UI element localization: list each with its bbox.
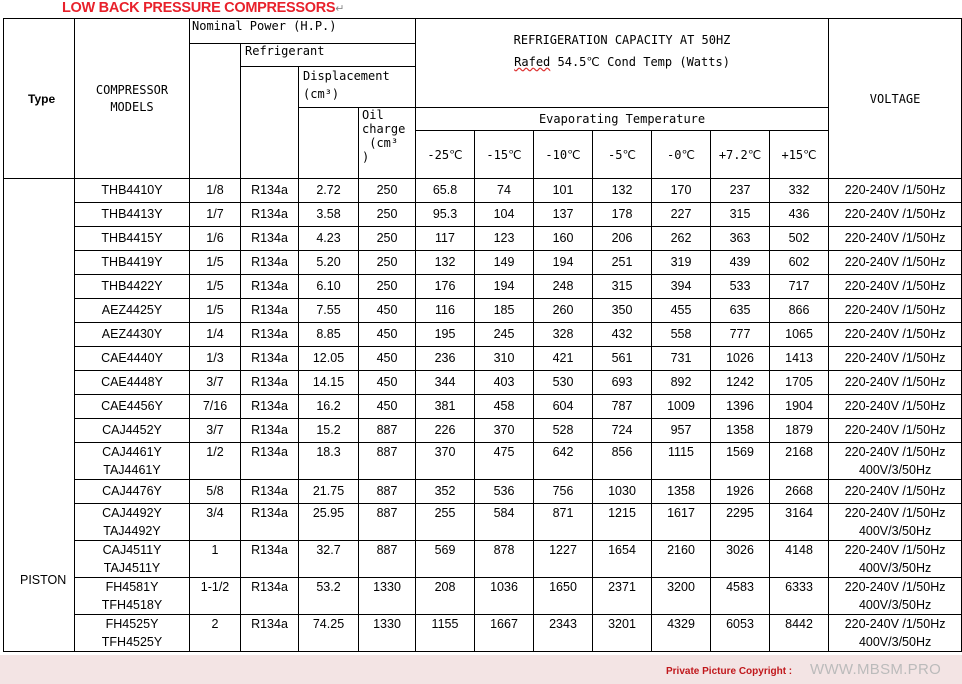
displacement-cell: 2.72 (299, 179, 359, 203)
table-row (4, 395, 962, 419)
model-cell: FH4525Y TFH4525Y (75, 615, 190, 652)
displacement-cell: 15.2 (299, 419, 359, 443)
refrigerant-cell: R134a (241, 227, 299, 251)
capacity-cell: 2160 (652, 541, 711, 578)
hp-cell: 3/7 (190, 371, 241, 395)
capacity-cell: 558 (652, 323, 711, 347)
oil-charge-cell: 1330 (359, 615, 416, 652)
refrigerant-cell: R134a (241, 347, 299, 371)
table-row (4, 347, 962, 371)
header-compressor-models: COMPRESSOR MODELS (75, 19, 190, 179)
refrigerant-cell: R134a (241, 443, 299, 480)
capacity-cell: 530 (534, 371, 593, 395)
voltage-cell: 220-240V /1/50Hz 400V/3/50Hz (829, 541, 962, 578)
capacity-cell: 370 (475, 419, 534, 443)
capacity-cell: 315 (593, 275, 652, 299)
displacement-cell: 3.58 (299, 203, 359, 227)
capacity-cell: 1650 (534, 578, 593, 615)
capacity-cell: 6333 (770, 578, 829, 615)
oil-charge-cell: 450 (359, 347, 416, 371)
header-temp-5: +7.2℃ (711, 131, 770, 179)
capacity-cell: 310 (475, 347, 534, 371)
oil-charge-cell: 887 (359, 504, 416, 541)
copyright-footer (0, 655, 962, 684)
voltage-cell: 220-240V /1/50Hz 400V/3/50Hz (829, 443, 962, 480)
capacity-cell: 3026 (711, 541, 770, 578)
capacity-cell: 117 (416, 227, 475, 251)
refrigerant-cell: R134a (241, 179, 299, 203)
capacity-cell: 1215 (593, 504, 652, 541)
model-cell: THB4422Y (75, 275, 190, 299)
refrigerant-cell: R134a (241, 371, 299, 395)
capacity-cell: 251 (593, 251, 652, 275)
capacity-cell: 237 (711, 179, 770, 203)
capacity-cell: 458 (475, 395, 534, 419)
hp-cell: 1/5 (190, 299, 241, 323)
capacity-cell: 635 (711, 299, 770, 323)
capacity-cell: 455 (652, 299, 711, 323)
capacity-cell: 1654 (593, 541, 652, 578)
capacity-cell: 370 (416, 443, 475, 480)
capacity-cell: 1358 (711, 419, 770, 443)
voltage-cell: 220-240V /1/50Hz (829, 323, 962, 347)
displacement-cell: 7.55 (299, 299, 359, 323)
displacement-cell: 74.25 (299, 615, 359, 652)
capacity-cell: 3164 (770, 504, 829, 541)
capacity-cell: 350 (593, 299, 652, 323)
displacement-cell: 8.85 (299, 323, 359, 347)
hp-cell: 1/6 (190, 227, 241, 251)
model-cell: CAJ4461Y TAJ4461Y (75, 443, 190, 480)
model-cell: THB4410Y (75, 179, 190, 203)
capacity-cell: 717 (770, 275, 829, 299)
voltage-cell: 220-240V /1/50Hz 400V/3/50Hz (829, 578, 962, 615)
capacity-cell: 1926 (711, 480, 770, 504)
hp-cell: 5/8 (190, 480, 241, 504)
capacity-cell: 116 (416, 299, 475, 323)
capacity-cell: 236 (416, 347, 475, 371)
capacity-cell: 328 (534, 323, 593, 347)
header-nominal-power-tail (359, 19, 416, 44)
refrigerant-cell: R134a (241, 541, 299, 578)
header-temp-0: -25℃ (416, 131, 475, 179)
model-cell: CAE4456Y (75, 395, 190, 419)
displacement-cell: 5.20 (299, 251, 359, 275)
refrigerant-cell: R134a (241, 299, 299, 323)
capacity-cell: 1009 (652, 395, 711, 419)
capacity-cell: 892 (652, 371, 711, 395)
capacity-cell: 260 (534, 299, 593, 323)
model-cell: AEZ4425Y (75, 299, 190, 323)
oil-charge-cell: 1330 (359, 578, 416, 615)
capacity-cell: 866 (770, 299, 829, 323)
capacity-cell: 1227 (534, 541, 593, 578)
capacity-cell: 4148 (770, 541, 829, 578)
oil-charge-cell: 250 (359, 227, 416, 251)
capacity-cell: 248 (534, 275, 593, 299)
oil-charge-cell: 250 (359, 251, 416, 275)
capacity-cell: 149 (475, 251, 534, 275)
capacity-cell: 4583 (711, 578, 770, 615)
table-row (4, 480, 962, 504)
capacity-cell: 642 (534, 443, 593, 480)
table-row (4, 578, 962, 615)
document-title: LOW BACK PRESSURE COMPRESSORS↵ (62, 0, 345, 16)
capacity-cell: 123 (475, 227, 534, 251)
hp-cell: 1/2 (190, 443, 241, 480)
capacity-cell: 1617 (652, 504, 711, 541)
capacity-cell: 439 (711, 251, 770, 275)
capacity-cell: 528 (534, 419, 593, 443)
capacity-cell: 6053 (711, 615, 770, 652)
capacity-cell: 1155 (416, 615, 475, 652)
displacement-cell: 18.3 (299, 443, 359, 480)
model-cell: CAE4440Y (75, 347, 190, 371)
table-row (4, 251, 962, 275)
header-temp-1: -15℃ (475, 131, 534, 179)
type-piston: PISTON (4, 179, 75, 652)
voltage-cell: 220-240V /1/50Hz (829, 227, 962, 251)
capacity-cell: 208 (416, 578, 475, 615)
refrigerant-cell: R134a (241, 251, 299, 275)
capacity-cell: 1879 (770, 419, 829, 443)
model-cell: THB4415Y (75, 227, 190, 251)
model-cell: CAJ4492Y TAJ4492Y (75, 504, 190, 541)
hp-cell: 1-1/2 (190, 578, 241, 615)
capacity-cell: 569 (416, 541, 475, 578)
capacity-cell: 160 (534, 227, 593, 251)
capacity-cell: 344 (416, 371, 475, 395)
capacity-cell: 777 (711, 323, 770, 347)
displacement-cell: 21.75 (299, 480, 359, 504)
capacity-cell: 787 (593, 395, 652, 419)
refrigerant-cell: R134a (241, 395, 299, 419)
voltage-cell: 220-240V /1/50Hz (829, 419, 962, 443)
voltage-cell: 220-240V /1/50Hz (829, 251, 962, 275)
capacity-cell: 101 (534, 179, 593, 203)
capacity-cell: 1358 (652, 480, 711, 504)
capacity-cell: 332 (770, 179, 829, 203)
hp-cell: 3/7 (190, 419, 241, 443)
hp-cell: 1/5 (190, 275, 241, 299)
header-temp-6: +15℃ (770, 131, 829, 179)
capacity-cell: 561 (593, 347, 652, 371)
hp-cell: 1/4 (190, 323, 241, 347)
capacity-cell: 1396 (711, 395, 770, 419)
displacement-cell: 12.05 (299, 347, 359, 371)
capacity-cell: 2168 (770, 443, 829, 480)
hp-cell: 2 (190, 615, 241, 652)
displacement-cell: 16.2 (299, 395, 359, 419)
capacity-cell: 132 (593, 179, 652, 203)
displacement-cell: 6.10 (299, 275, 359, 299)
voltage-cell: 220-240V /1/50Hz 400V/3/50Hz (829, 615, 962, 652)
capacity-cell: 1030 (593, 480, 652, 504)
capacity-cell: 475 (475, 443, 534, 480)
capacity-cell: 352 (416, 480, 475, 504)
header-temp-4: -0℃ (652, 131, 711, 179)
refrigerant-cell: R134a (241, 578, 299, 615)
capacity-cell: 8442 (770, 615, 829, 652)
displacement-cell: 4.23 (299, 227, 359, 251)
capacity-cell: 137 (534, 203, 593, 227)
capacity-cell: 132 (416, 251, 475, 275)
voltage-cell: 220-240V /1/50Hz (829, 480, 962, 504)
voltage-cell: 220-240V /1/50Hz (829, 275, 962, 299)
header-oil-charge: Oil charge (cm³ ) (359, 108, 416, 179)
refrigerant-cell: R134a (241, 275, 299, 299)
capacity-cell: 1667 (475, 615, 534, 652)
capacity-cell: 403 (475, 371, 534, 395)
capacity-cell: 957 (652, 419, 711, 443)
capacity-cell: 381 (416, 395, 475, 419)
capacity-cell: 2668 (770, 480, 829, 504)
capacity-cell: 4329 (652, 615, 711, 652)
compressor-spec-table (3, 18, 962, 652)
capacity-cell: 1065 (770, 323, 829, 347)
table-row (4, 299, 962, 323)
hp-cell: 3/4 (190, 504, 241, 541)
hp-cell: 1/8 (190, 179, 241, 203)
copyright-label: Private Picture Copyright : (666, 666, 793, 677)
capacity-cell: 432 (593, 323, 652, 347)
copyright-url[interactable]: WWW.MBSM.PRO (810, 661, 942, 678)
table-row (4, 419, 962, 443)
table-row (4, 275, 962, 299)
capacity-cell: 315 (711, 203, 770, 227)
oil-charge-cell: 887 (359, 541, 416, 578)
capacity-cell: 262 (652, 227, 711, 251)
capacity-cell: 602 (770, 251, 829, 275)
capacity-cell: 856 (593, 443, 652, 480)
hp-cell: 1/7 (190, 203, 241, 227)
capacity-cell: 604 (534, 395, 593, 419)
capacity-cell: 1904 (770, 395, 829, 419)
model-cell: CAJ4511Y TAJ4511Y (75, 541, 190, 578)
capacity-cell: 226 (416, 419, 475, 443)
table-row (4, 371, 962, 395)
refrigerant-cell: R134a (241, 615, 299, 652)
table-row (4, 227, 962, 251)
capacity-cell: 1036 (475, 578, 534, 615)
capacity-cell: 1705 (770, 371, 829, 395)
voltage-cell: 220-240V /1/50Hz (829, 299, 962, 323)
capacity-cell: 170 (652, 179, 711, 203)
capacity-cell: 502 (770, 227, 829, 251)
capacity-cell: 255 (416, 504, 475, 541)
table-row (4, 443, 962, 480)
capacity-cell: 436 (770, 203, 829, 227)
capacity-cell: 178 (593, 203, 652, 227)
capacity-cell: 421 (534, 347, 593, 371)
table-row (4, 179, 962, 203)
model-cell: CAE4448Y (75, 371, 190, 395)
capacity-cell: 1242 (711, 371, 770, 395)
capacity-cell: 1413 (770, 347, 829, 371)
capacity-cell: 95.3 (416, 203, 475, 227)
refrigerant-cell: R134a (241, 480, 299, 504)
hp-cell: 1 (190, 541, 241, 578)
capacity-cell: 1026 (711, 347, 770, 371)
capacity-cell: 194 (534, 251, 593, 275)
header-hp-spacer (190, 44, 241, 179)
oil-charge-cell: 887 (359, 480, 416, 504)
oil-charge-cell: 887 (359, 443, 416, 480)
table-row (4, 615, 962, 652)
header-voltage: VOLTAGE (829, 19, 962, 179)
capacity-cell: 871 (534, 504, 593, 541)
model-cell: THB4413Y (75, 203, 190, 227)
displacement-cell: 32.7 (299, 541, 359, 578)
capacity-cell: 65.8 (416, 179, 475, 203)
voltage-cell: 220-240V /1/50Hz 400V/3/50Hz (829, 504, 962, 541)
capacity-cell: 731 (652, 347, 711, 371)
header-evaporating-temperature: Evaporating Temperature (416, 108, 829, 131)
header-displacement-spacer (299, 108, 359, 179)
hp-cell: 7/16 (190, 395, 241, 419)
voltage-cell: 220-240V /1/50Hz (829, 371, 962, 395)
capacity-cell: 104 (475, 203, 534, 227)
table-row (4, 504, 962, 541)
voltage-cell: 220-240V /1/50Hz (829, 395, 962, 419)
capacity-cell: 2371 (593, 578, 652, 615)
oil-charge-cell: 450 (359, 395, 416, 419)
capacity-cell: 584 (475, 504, 534, 541)
model-cell: AEZ4430Y (75, 323, 190, 347)
capacity-cell: 533 (711, 275, 770, 299)
capacity-cell: 693 (593, 371, 652, 395)
capacity-cell: 185 (475, 299, 534, 323)
header-refrigerant: Refrigerant (241, 44, 416, 67)
table-row (4, 541, 962, 578)
header-displacement: Displacement (cm³) (299, 67, 416, 108)
capacity-cell: 194 (475, 275, 534, 299)
model-cell: THB4419Y (75, 251, 190, 275)
header-rafed-word: Rafed (514, 55, 551, 69)
capacity-cell: 195 (416, 323, 475, 347)
capacity-cell: 363 (711, 227, 770, 251)
oil-charge-cell: 450 (359, 299, 416, 323)
capacity-cell: 756 (534, 480, 593, 504)
capacity-cell: 2295 (711, 504, 770, 541)
refrigerant-cell: R134a (241, 323, 299, 347)
capacity-cell: 878 (475, 541, 534, 578)
oil-charge-cell: 450 (359, 323, 416, 347)
capacity-cell: 536 (475, 480, 534, 504)
oil-charge-cell: 250 (359, 275, 416, 299)
capacity-cell: 227 (652, 203, 711, 227)
capacity-cell: 319 (652, 251, 711, 275)
voltage-cell: 220-240V /1/50Hz (829, 347, 962, 371)
oil-charge-cell: 250 (359, 203, 416, 227)
header-temp-2: -10℃ (534, 131, 593, 179)
header-type: Type (4, 19, 75, 179)
header-nominal-power: Nominal Power (H.P.) (190, 19, 359, 44)
hp-cell: 1/5 (190, 251, 241, 275)
capacity-cell: 245 (475, 323, 534, 347)
voltage-cell: 220-240V /1/50Hz (829, 203, 962, 227)
capacity-cell: 1115 (652, 443, 711, 480)
hp-cell: 1/3 (190, 347, 241, 371)
model-cell: CAJ4452Y (75, 419, 190, 443)
voltage-cell: 220-240V /1/50Hz (829, 179, 962, 203)
capacity-cell: 394 (652, 275, 711, 299)
oil-charge-cell: 250 (359, 179, 416, 203)
capacity-cell: 3201 (593, 615, 652, 652)
capacity-cell: 3200 (652, 578, 711, 615)
model-cell: CAJ4476Y (75, 480, 190, 504)
oil-charge-cell: 450 (359, 371, 416, 395)
capacity-cell: 206 (593, 227, 652, 251)
header-refrigeration-capacity: REFRIGERATION CAPACITY AT 50HZ Rafed 54.5℃ Cond Temp (Watts) (416, 19, 829, 108)
capacity-cell: 724 (593, 419, 652, 443)
displacement-cell: 53.2 (299, 578, 359, 615)
capacity-cell: 176 (416, 275, 475, 299)
header-refrigerant-spacer (241, 67, 299, 179)
table-row (4, 203, 962, 227)
table-row (4, 323, 962, 347)
displacement-cell: 25.95 (299, 504, 359, 541)
capacity-cell: 1569 (711, 443, 770, 480)
refrigerant-cell: R134a (241, 419, 299, 443)
refrigerant-cell: R134a (241, 504, 299, 541)
model-cell: FH4581Y TFH4518Y (75, 578, 190, 615)
oil-charge-cell: 887 (359, 419, 416, 443)
header-temp-3: -5℃ (593, 131, 652, 179)
capacity-cell: 2343 (534, 615, 593, 652)
capacity-cell: 74 (475, 179, 534, 203)
displacement-cell: 14.15 (299, 371, 359, 395)
refrigerant-cell: R134a (241, 203, 299, 227)
